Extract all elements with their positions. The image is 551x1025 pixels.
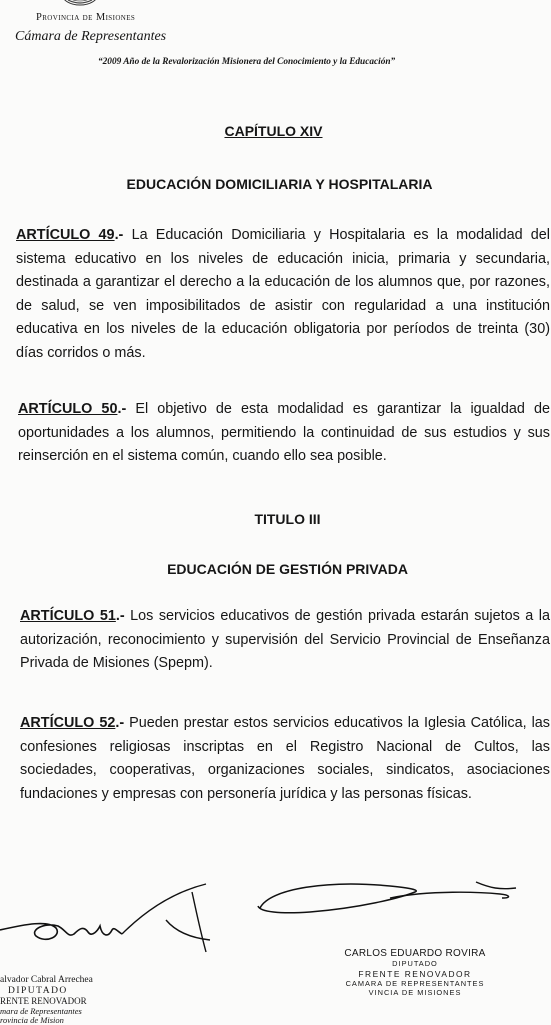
chapter-subtitle: EDUCACIÓN DOMICILIARIA Y HOSPITALARIA [126,176,433,192]
stamp-left-party: RENTE RENOVADOR [0,996,87,1006]
stamp-right-province: VINCIA DE MISIONES [368,988,462,997]
article-49-label: ARTÍCULO 49 [16,227,115,243]
article-51-label: ARTÍCULO 51 [20,608,116,624]
chapter-title: CAPÍTULO XIV [224,123,323,139]
seal-emblem [60,0,100,6]
signature-left [0,880,226,960]
stamp-left [0,975,93,1025]
article-50-text: El objetivo de esta modalidad es garantizar la igualdad de oportunidades a los alumnos, permitiendo la continuidad de sus estudios y sus reinserción en el sistema común, cuando ello sea posible. [18,401,550,464]
article-51 [20,605,550,676]
stamp-right-name: CARLOS EDUARDO ROVIRA [344,948,486,959]
stamp-left-province: rovincia de Mision [0,1014,64,1025]
article-50-sep: .- [117,401,127,417]
header-province: Provincia de Misiones [36,12,136,23]
stamp-right-party: FRENTE RENOVADOR [358,968,472,979]
article-50 [18,398,550,469]
stamp-right [340,948,490,998]
article-49 [16,224,550,365]
stamp-left-name: alvador Cabral Arrechea [0,975,93,985]
article-51-sep: .- [115,608,125,624]
article-50-label: ARTÍCULO 50 [18,401,118,417]
article-52 [20,712,550,806]
article-52-text: Pueden prestar estos servicios educativos la Iglesia Católica, las confesiones religiosas inscriptas en el Registro Nacional de Cultos, las sociedades, cooperativas, organizaciones sociales, sindicatos, asociaciones fundaciones y empresas con personería jurídica y las personas físicas. [20,715,550,802]
article-52-sep: .- [115,715,125,731]
signature-right [250,868,530,928]
stamp-right-role: DIPUTADO [392,959,438,968]
title-subheading: EDUCACIÓN DE GESTIÓN PRIVADA [167,561,408,577]
title-heading: TITULO III [254,511,321,527]
header-motto: “2009 Año de la Revalorización Misionera del Conocimiento y la Educación” [98,57,396,67]
article-49-text: La Educación Domiciliaria y Hospitalaria es la modalidad del sistema educativo en los niveles de educación inicia, primaria y secundaria, destinada a garantizar el derecho a la educación de los alumnos que, por razones, de salud, se ven imposibilitados de asistir con regularidad a una institución educativa en los niveles de la educación obligatoria por períodos de treinta (30) días corridos o más. [16,227,550,361]
stamp-left-chamber: mara de Representantes [0,1005,82,1016]
article-52-label: ARTÍCULO 52 [20,715,116,731]
stamp-right-chamber: CAMARA DE REPRESENTANTES [345,978,485,988]
stamp-left-role: DIPUTADO [8,985,68,996]
header-chamber: Cámara de Representantes [15,29,167,44]
article-51-text: Los servicios educativos de gestión privada estarán sujetos a la autorización, reconocimiento y supervisión del Servicio Provincial de Enseñanza Privada de Misiones (Spepm). [20,608,550,671]
article-49-sep: .- [114,227,124,243]
